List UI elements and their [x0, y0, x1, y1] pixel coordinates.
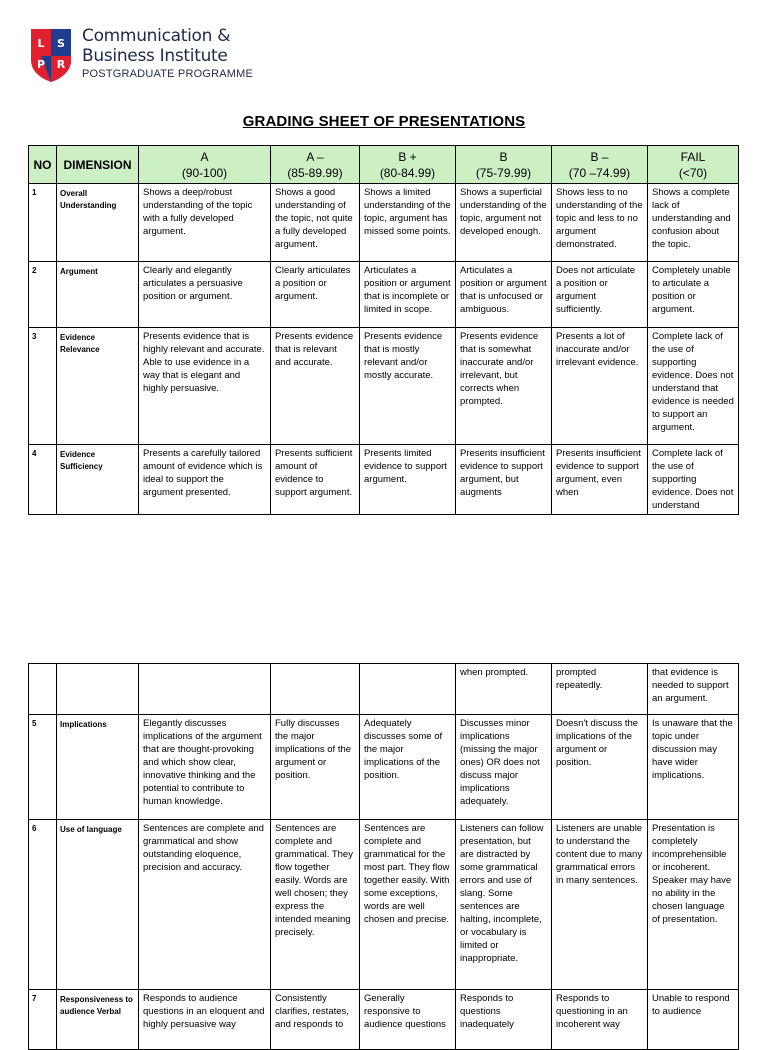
criteria-cell: Fully discusses the major implications of the argument or position. — [271, 715, 360, 820]
table-row — [29, 184, 739, 262]
header-row — [29, 146, 739, 184]
criteria-cell: Presents evidence that is relevant and accurate. — [271, 328, 360, 445]
criteria-cell: Shows a superficial understanding of the topic, argument not developed enough. — [456, 184, 552, 262]
page-title: GRADING SHEET OF PRESENTATIONS — [242, 113, 526, 130]
row-number: 1 — [29, 184, 57, 262]
header-grade-a: A (90-100) — [139, 146, 271, 184]
criteria-cell: Completely unable to articulate a position or argument. — [648, 262, 739, 328]
criteria-cell: Presents sufficient amount of evidence to support argument. — [271, 445, 360, 515]
criteria-cell: Clearly articulates a position or argument. — [271, 262, 360, 328]
dimension-label: Argument — [57, 262, 139, 328]
grading-table-page-2 — [28, 663, 739, 1050]
header-grade-fail: FAIL (<70) — [648, 146, 739, 184]
criteria-cell: Presents evidence that is highly relevant and accurate. Able to use evidence in a way that is elegant and highly persuasive. — [139, 328, 271, 445]
criteria-cell: Discusses minor implications (missing the major ones) OR does not discuss major implications adequately. — [456, 715, 552, 820]
header-grade-b-minus: B – (70 –74.99) — [552, 146, 648, 184]
criteria-cell: Presentation is completely incomprehensible or incoherent. Speaker may have no ability in the chosen language of presentation. — [648, 820, 739, 990]
criteria-cell: Articulates a position or argument that is unfocused or ambiguous. — [456, 262, 552, 328]
criteria-cell: Does not articulate a position or argument sufficiently. — [552, 262, 648, 328]
criteria-cell: Responds to questioning in an incoherent way — [552, 990, 648, 1050]
criteria-cell: Listeners can follow presentation, but are distracted by some grammatical errors and use of slang. Some sentences are halting, incomplete, or vocabulary is limited or inappropriate. — [456, 820, 552, 990]
criteria-cell: Doesn't discuss the implications of the argument or position. — [552, 715, 648, 820]
criteria-cell: when prompted. — [456, 664, 552, 715]
criteria-cell: prompted repeatedly. — [552, 664, 648, 715]
row-number: 7 — [29, 990, 57, 1050]
criteria-cell: Elegantly discusses implications of the argument that are thought-provoking and which show clear, innovative thinking and the potential to contribute to human knowledge. — [139, 715, 271, 820]
criteria-cell: Presents evidence that is somewhat inaccurate and/or irrelevant, but corrects when prompted. — [456, 328, 552, 445]
criteria-cell: Presents a lot of inaccurate and/or irrelevant evidence. — [552, 328, 648, 445]
logo-wordmark — [82, 26, 253, 81]
table-row — [29, 262, 739, 328]
dimension-label: Implications — [57, 715, 139, 820]
criteria-cell — [271, 664, 360, 715]
table-row — [29, 715, 739, 820]
header-no: NO — [29, 146, 57, 184]
criteria-cell: Shows a deep/robust understanding of the topic with a fully developed argument. — [139, 184, 271, 262]
row-number: 4 — [29, 445, 57, 515]
criteria-cell: Listeners are unable to understand the content due to many grammatical errors in many sentences. — [552, 820, 648, 990]
dimension-label: Evidence Sufficiency — [57, 445, 139, 515]
logo-letter-p: P — [36, 58, 46, 71]
dimension-label: Overall Understanding — [57, 184, 139, 262]
table-row-continued — [29, 664, 739, 715]
header-grade-a-minus: A – (85-89.99) — [271, 146, 360, 184]
dimension-label: Responsiveness to audience Verbal — [57, 990, 139, 1050]
row-number: 5 — [29, 715, 57, 820]
criteria-cell — [360, 664, 456, 715]
row-number: 3 — [29, 328, 57, 445]
row-number — [29, 664, 57, 715]
logo-line-2: Business Institute — [82, 46, 228, 66]
criteria-cell: Articulates a position or argument that is incomplete or limited in scope. — [360, 262, 456, 328]
table-row — [29, 445, 739, 515]
criteria-cell — [139, 664, 271, 715]
logo-subtitle: POSTGRADUATE PROGRAMME — [82, 68, 254, 80]
criteria-cell: Shows less to no understanding of the topic and less to no argument demonstrated. — [552, 184, 648, 262]
criteria-cell: Shows a complete lack of understanding and confusion about the topic. — [648, 184, 739, 262]
logo-letter-s: S — [57, 37, 65, 50]
header-dimension: DIMENSION — [57, 146, 139, 184]
row-number: 6 — [29, 820, 57, 990]
criteria-cell: that evidence is needed to support an argument. — [648, 664, 739, 715]
criteria-cell: Sentences are complete and grammatical and show outstanding eloquence, precision and accuracy. — [139, 820, 271, 990]
logo-line-1: Communication & — [82, 26, 231, 46]
criteria-cell: Clearly and elegantly articulates a persuasive position or argument. — [139, 262, 271, 328]
criteria-cell: Responds to audience questions in an eloquent and highly persuasive way — [139, 990, 271, 1050]
header-grade-b: B (75-79.99) — [456, 146, 552, 184]
criteria-cell: Presents insufficient evidence to support argument, even when — [552, 445, 648, 515]
criteria-cell: Consistently clarifies, restates, and responds to — [271, 990, 360, 1050]
dimension-label — [57, 664, 139, 715]
criteria-cell: Presents evidence that is mostly relevant and/or mostly accurate. — [360, 328, 456, 445]
institute-logo — [28, 26, 253, 84]
criteria-cell: Shows a limited understanding of the topic, argument has missed some points. — [360, 184, 456, 262]
criteria-cell: Presents limited evidence to support argument. — [360, 445, 456, 515]
criteria-cell: Presents insufficient evidence to support argument, but augments — [456, 445, 552, 515]
dimension-label: Evidence Relevance — [57, 328, 139, 445]
lspr-shield-icon — [28, 26, 74, 84]
logo-letter-r: R — [56, 58, 66, 71]
criteria-cell: Complete lack of the use of supporting evidence. Does not understand that evidence is needed to support an argument. — [648, 328, 739, 445]
table-row — [29, 328, 739, 445]
table-row — [29, 820, 739, 990]
criteria-cell: Shows a good understanding of the topic, not quite a fully developed argument. — [271, 184, 360, 262]
criteria-cell: Sentences are complete and grammatical for the most part. They flow together easily. With some exceptions, words are well chosen and precise. — [360, 820, 456, 990]
criteria-cell: Complete lack of the use of supporting evidence. Does not understand — [648, 445, 739, 515]
dimension-label: Use of language — [57, 820, 139, 990]
criteria-cell: Responds to questions inadequately — [456, 990, 552, 1050]
grading-table-page-1 — [28, 145, 739, 515]
row-number: 2 — [29, 262, 57, 328]
criteria-cell: Sentences are complete and grammatical. They flow together easily. Words are well chosen; they express the intended meaning precisely. — [271, 820, 360, 990]
criteria-cell: Generally responsive to audience questions — [360, 990, 456, 1050]
criteria-cell: Presents a carefully tailored amount of evidence which is ideal to support the argument presented. — [139, 445, 271, 515]
criteria-cell: Unable to respond to audience — [648, 990, 739, 1050]
table-row — [29, 990, 739, 1050]
logo-letter-l: L — [37, 37, 45, 50]
header-grade-b-plus: B + (80-84.99) — [360, 146, 456, 184]
criteria-cell: Adequately discusses some of the major implications of the position. — [360, 715, 456, 820]
criteria-cell: Is unaware that the topic under discussion may have wider implications. — [648, 715, 739, 820]
